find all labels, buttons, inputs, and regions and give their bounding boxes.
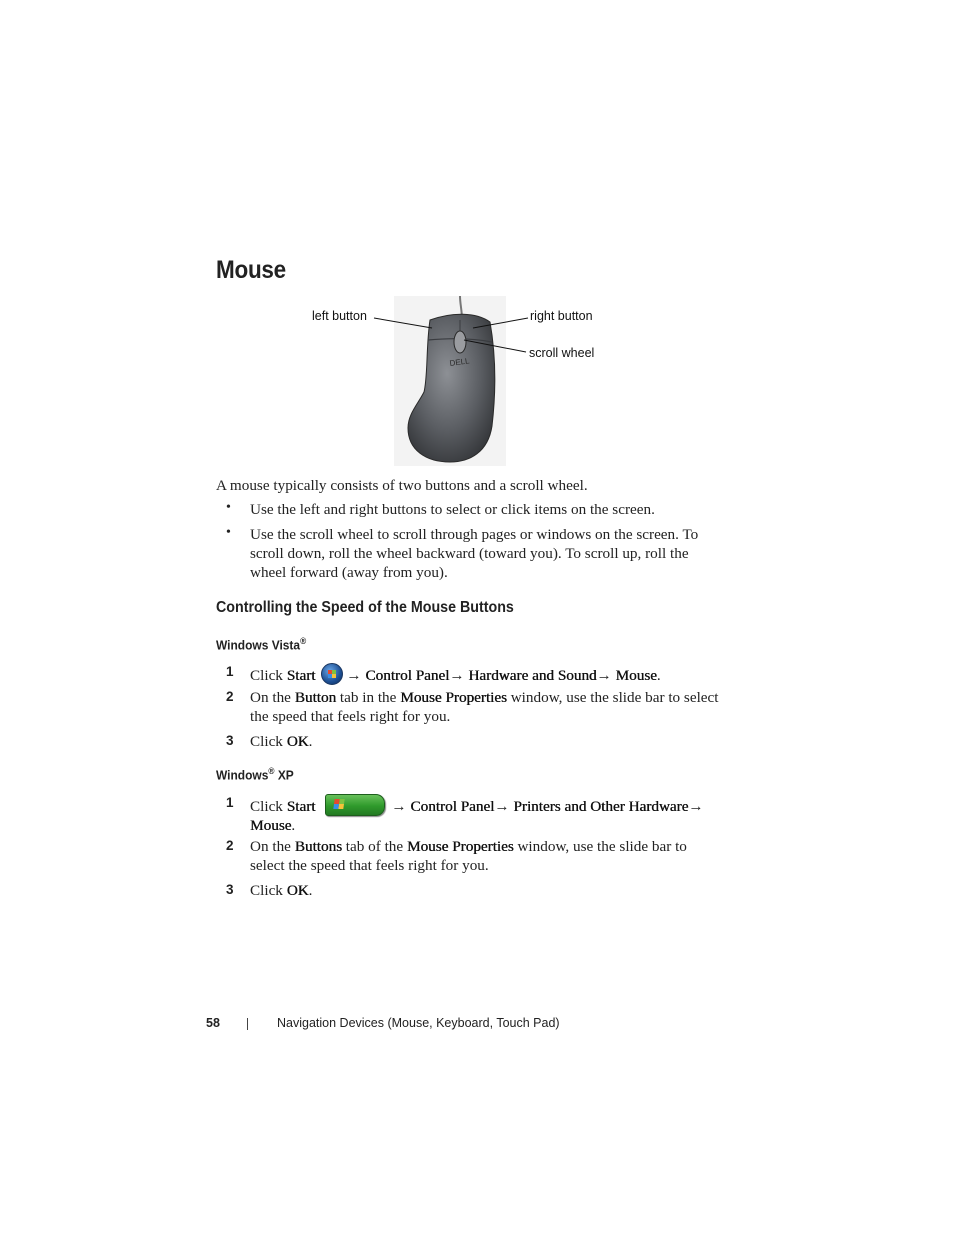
step-number: 2 <box>226 689 234 704</box>
windows-vista-heading: Windows Vista® <box>216 636 307 653</box>
xp-start-button-icon <box>325 794 385 816</box>
step-number: 2 <box>226 838 234 853</box>
left-button-label: left button <box>312 309 367 323</box>
vista-step-3: Click OK. <box>250 733 313 750</box>
step-number: 1 <box>226 664 234 679</box>
footer-separator <box>247 1018 248 1030</box>
step-number: 1 <box>226 795 234 810</box>
windows-xp-heading: Windows® XP <box>216 766 294 783</box>
bullet-item: Use the scroll wheel to scroll through pages or windows on the screen. To scroll down, roll the wheel backward (toward you). To scroll up, roll the wheel forward (away from you). <box>250 526 699 581</box>
step-number: 3 <box>226 733 234 748</box>
vista-step-1: Click Start → Control Panel→ Hardware and Sound→ Mouse. <box>250 663 720 685</box>
bullet-glyph: • <box>226 500 231 515</box>
vista-start-orb-icon <box>321 663 343 685</box>
xp-step-1: Click Start → Control Panel→ Printers and Other Hardware→ Mouse. <box>250 794 720 835</box>
running-title: Navigation Devices (Mouse, Keyboard, Touch Pad) <box>277 1016 560 1030</box>
bullet-glyph: • <box>226 525 231 540</box>
xp-step-2: On the Buttons tab of the Mouse Properties window, use the slide bar to select the speed that feels right for you. <box>250 838 687 874</box>
scroll-wheel-label: scroll wheel <box>529 346 595 360</box>
scroll-wheel <box>454 331 466 353</box>
xp-step-3: Click OK. <box>250 882 313 899</box>
right-button-label: right button <box>530 309 593 323</box>
bullet-item: Use the left and right buttons to select or click items on the screen. <box>250 501 655 518</box>
intro-paragraph: A mouse typically consists of two buttons and a scroll wheel. <box>216 477 588 494</box>
svg-text:DELL: DELL <box>449 356 471 368</box>
page-title: Mouse <box>216 256 286 284</box>
vista-step-2: On the Button tab in the Mouse Properties window, use the slide bar to select the speed that feels right for you. <box>250 689 719 725</box>
step-number: 3 <box>226 882 234 897</box>
page-number: 58 <box>206 1016 220 1030</box>
section-heading: Controlling the Speed of the Mouse Buttons <box>216 599 514 616</box>
